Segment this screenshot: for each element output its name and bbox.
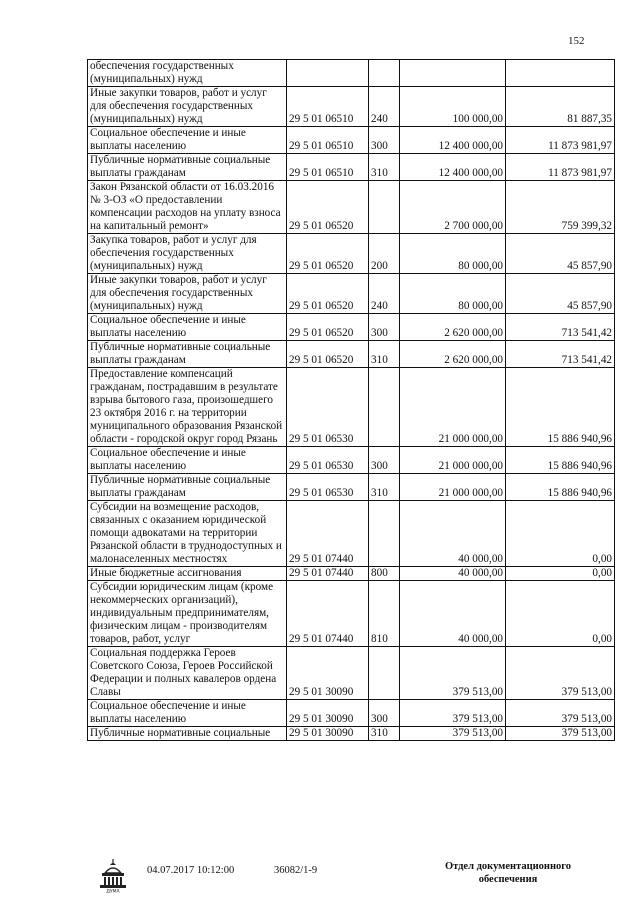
row-plan-cell: 40 000,00 <box>400 501 506 567</box>
table-row <box>88 368 615 447</box>
row-fact-cell: 713 541,42 <box>506 341 615 368</box>
row-name-cell: Социальное обеспечение и иные выплаты населению <box>88 700 287 727</box>
table-row <box>88 581 615 647</box>
table-row <box>88 341 615 368</box>
row-code-cell: 29 5 01 06520 <box>287 341 369 368</box>
duma-building-icon <box>96 857 130 893</box>
row-kvr-cell <box>369 60 400 87</box>
row-kvr-cell: 810 <box>369 581 400 647</box>
row-kvr-cell: 310 <box>369 727 400 741</box>
row-plan-cell: 40 000,00 <box>400 581 506 647</box>
row-fact-cell: 15 886 940,96 <box>506 447 615 474</box>
row-fact-cell: 15 886 940,96 <box>506 474 615 501</box>
row-kvr-cell: 200 <box>369 234 400 274</box>
budget-table <box>87 59 615 741</box>
row-code-cell: 29 5 01 06510 <box>287 154 369 181</box>
row-code-cell: 29 5 01 30090 <box>287 647 369 700</box>
row-fact-cell: 713 541,42 <box>506 314 615 341</box>
row-kvr-cell: 300 <box>369 127 400 154</box>
row-plan-cell: 21 000 000,00 <box>400 474 506 501</box>
row-fact-cell: 11 873 981,97 <box>506 154 615 181</box>
row-name-cell: Публичные нормативные социальные выплаты гражданам <box>88 474 287 501</box>
row-kvr-cell: 300 <box>369 314 400 341</box>
row-fact-cell: 759 399,32 <box>506 181 615 234</box>
row-kvr-cell <box>369 181 400 234</box>
table-row <box>88 647 615 700</box>
row-fact-cell: 45 857,90 <box>506 234 615 274</box>
row-kvr-cell <box>369 501 400 567</box>
table-row <box>88 181 615 234</box>
table-row <box>88 501 615 567</box>
row-name-cell: Социальное обеспечение и иные выплаты населению <box>88 447 287 474</box>
row-name-cell: Иные бюджетные ассигнования <box>88 567 287 581</box>
row-name-cell: Социальное обеспечение и иные выплаты населению <box>88 314 287 341</box>
footer-department <box>418 860 598 886</box>
row-fact-cell: 0,00 <box>506 581 615 647</box>
table-row <box>88 474 615 501</box>
page-number: 152 <box>568 35 585 47</box>
row-kvr-cell: 310 <box>369 474 400 501</box>
table-row <box>88 447 615 474</box>
row-kvr-cell <box>369 647 400 700</box>
row-plan-cell: 80 000,00 <box>400 234 506 274</box>
row-kvr-cell: 310 <box>369 341 400 368</box>
row-kvr-cell: 300 <box>369 700 400 727</box>
row-code-cell: 29 5 01 06520 <box>287 314 369 341</box>
row-name-cell: Иные закупки товаров, работ и услуг для обеспечения государственных (муниципальных) нужд <box>88 87 287 127</box>
row-fact-cell <box>506 60 615 87</box>
row-fact-cell: 0,00 <box>506 501 615 567</box>
row-fact-cell: 379 513,00 <box>506 700 615 727</box>
row-name-cell: обеспечения государственных (муниципальных) нужд <box>88 60 287 87</box>
table-row <box>88 567 615 581</box>
row-kvr-cell: 300 <box>369 447 400 474</box>
row-plan-cell: 40 000,00 <box>400 567 506 581</box>
row-kvr-cell: 240 <box>369 87 400 127</box>
row-plan-cell: 2 700 000,00 <box>400 181 506 234</box>
row-code-cell: 29 5 01 30090 <box>287 727 369 741</box>
row-code-cell: 29 5 01 06530 <box>287 474 369 501</box>
footer-date: 04.07.2017 10:12:00 <box>147 865 235 876</box>
row-name-cell: Социальное обеспечение и иные выплаты населению <box>88 127 287 154</box>
row-plan-cell: 379 513,00 <box>400 700 506 727</box>
row-fact-cell: 15 886 940,96 <box>506 368 615 447</box>
row-kvr-cell: 310 <box>369 154 400 181</box>
footer <box>0 857 640 897</box>
table-row <box>88 274 615 314</box>
row-code-cell: 29 5 01 06530 <box>287 368 369 447</box>
row-name-cell: Публичные нормативные социальные выплаты гражданам <box>88 341 287 368</box>
row-code-cell <box>287 60 369 87</box>
row-code-cell: 29 5 01 06520 <box>287 234 369 274</box>
row-code-cell: 29 5 01 07440 <box>287 581 369 647</box>
table-row <box>88 87 615 127</box>
row-name-cell: Публичные нормативные социальные <box>88 727 287 741</box>
row-plan-cell: 2 620 000,00 <box>400 341 506 368</box>
row-plan-cell <box>400 60 506 87</box>
row-plan-cell: 100 000,00 <box>400 87 506 127</box>
row-name-cell: Публичные нормативные социальные выплаты гражданам <box>88 154 287 181</box>
row-code-cell: 29 5 01 07440 <box>287 567 369 581</box>
table-row <box>88 727 615 741</box>
row-name-cell: Субсидии на возмещение расходов, связанных с оказанием юридической помощи адвокатами на территории Рязанской области в труднодоступных и малонаселенных местностях <box>88 501 287 567</box>
table-row <box>88 154 615 181</box>
row-kvr-cell: 800 <box>369 567 400 581</box>
row-name-cell: Закупка товаров, работ и услуг для обеспечения государственных (муниципальных) нужд <box>88 234 287 274</box>
row-plan-cell: 379 513,00 <box>400 727 506 741</box>
table-row <box>88 234 615 274</box>
row-code-cell: 29 5 01 07440 <box>287 501 369 567</box>
row-plan-cell: 21 000 000,00 <box>400 447 506 474</box>
table-row <box>88 60 615 87</box>
row-fact-cell: 0,00 <box>506 567 615 581</box>
row-name-cell: Закон Рязанской области от 16.03.2016 № 3-ОЗ «О предоставлении компенсации расходов на уплату взноса на капитальный ремонт» <box>88 181 287 234</box>
row-name-cell: Предоставление компенсаций гражданам, пострадавшим в результате взрыва бытового газа, произошедшего 23 октября 2016 г. на территории муниципального образования Рязанской области - городской округ город Рязань <box>88 368 287 447</box>
row-name-cell: Иные закупки товаров, работ и услуг для обеспечения государственных (муниципальных) нужд <box>88 274 287 314</box>
row-fact-cell: 379 513,00 <box>506 727 615 741</box>
row-code-cell: 29 5 01 06530 <box>287 447 369 474</box>
row-fact-cell: 81 887,35 <box>506 87 615 127</box>
row-fact-cell: 11 873 981,97 <box>506 127 615 154</box>
row-plan-cell: 80 000,00 <box>400 274 506 314</box>
table-row <box>88 127 615 154</box>
row-code-cell: 29 5 01 06520 <box>287 274 369 314</box>
svg-text:ДУМА: ДУМА <box>106 889 120 893</box>
row-name-cell: Субсидии юридическим лицам (кроме некоммерческих организаций), индивидуальным предпринимателям, физическим лицам - производителям товаров, работ, услуг <box>88 581 287 647</box>
row-code-cell: 29 5 01 06520 <box>287 181 369 234</box>
row-code-cell: 29 5 01 30090 <box>287 700 369 727</box>
row-code-cell: 29 5 01 06510 <box>287 87 369 127</box>
row-fact-cell: 45 857,90 <box>506 274 615 314</box>
row-kvr-cell: 240 <box>369 274 400 314</box>
budget-table-body <box>88 60 615 741</box>
footer-department-line1: Отдел документационного <box>444 861 572 872</box>
row-plan-cell: 21 000 000,00 <box>400 368 506 447</box>
row-name-cell: Социальная поддержка Героев Советского Союза, Героев Российской Федерации и полных кавалеров ордена Славы <box>88 647 287 700</box>
footer-department-line2: обеспечения <box>478 874 538 885</box>
row-code-cell: 29 5 01 06510 <box>287 127 369 154</box>
row-kvr-cell <box>369 368 400 447</box>
footer-doc-number: 36082/1-9 <box>274 865 318 876</box>
row-plan-cell: 12 400 000,00 <box>400 154 506 181</box>
row-plan-cell: 12 400 000,00 <box>400 127 506 154</box>
row-plan-cell: 379 513,00 <box>400 647 506 700</box>
table-row <box>88 314 615 341</box>
table-row <box>88 700 615 727</box>
row-fact-cell: 379 513,00 <box>506 647 615 700</box>
row-plan-cell: 2 620 000,00 <box>400 314 506 341</box>
